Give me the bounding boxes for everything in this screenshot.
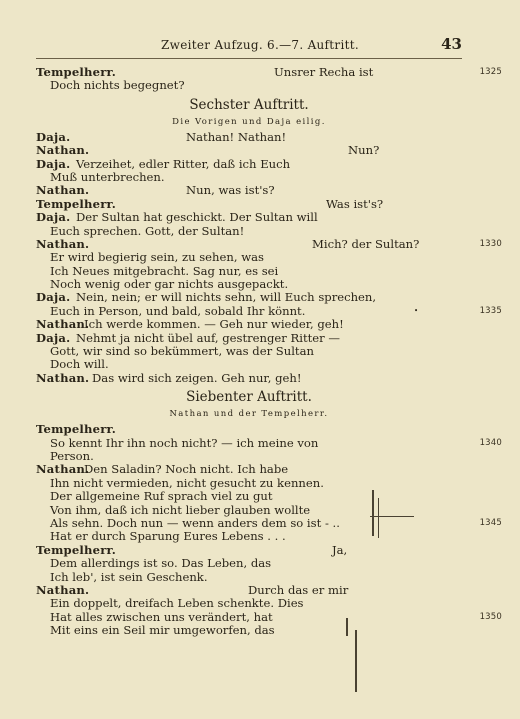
verse-line	[36, 211, 462, 224]
verse-text: Nathan! Nathan!	[186, 129, 287, 144]
speaker-name: Nathan.	[36, 236, 90, 251]
speaker-name: Nathan.	[36, 462, 90, 477]
scene-heading: Siebenter Auftritt.	[186, 389, 312, 406]
speaker-name: Tempelherr.	[36, 542, 117, 557]
verse-text: Gott, wir sind so bekümmert, was der Sultan	[50, 344, 314, 359]
verse-line	[36, 609, 502, 624]
margin-mark	[355, 630, 357, 692]
verse-line	[36, 65, 502, 79]
margin-mark	[378, 498, 379, 538]
verse-text: So kennt Ihr ihn noch nicht? — ich meine von	[50, 435, 319, 450]
verse-line	[36, 225, 462, 238]
verse-line	[36, 463, 462, 476]
line-number: 1345	[479, 517, 502, 528]
verse-line	[36, 423, 462, 436]
verse-line	[36, 557, 462, 570]
running-title: Zweiter Aufzug. 6.—7. Auftritt.	[161, 38, 359, 52]
verse-text: Den Saladin? Noch nicht. Ich habe	[84, 462, 289, 477]
verse-text: Ich werde kommen. — Geh nur wieder, geh!	[84, 317, 344, 332]
verse-line	[36, 624, 462, 637]
stage-direction: Die Vorigen und Daja eilig.	[172, 116, 326, 127]
line-number: 1335	[479, 305, 502, 316]
margin-mark	[372, 490, 374, 536]
verse-line	[36, 571, 462, 584]
verse-text: Er wird begierig sein, zu sehen, was	[50, 250, 264, 265]
speaker-name: Daja.	[36, 330, 71, 345]
verse-text: Doch will.	[50, 357, 109, 372]
verse-line	[36, 144, 462, 157]
verse-line	[36, 490, 462, 503]
verse-text: Verzeihet, edler Ritter, daß ich Euch	[76, 156, 291, 171]
verse-line	[36, 318, 462, 331]
verse-text: Euch sprechen. Gott, der Sultan!	[50, 223, 245, 238]
verse-text: Hat alles zwischen uns verändert, hat	[50, 609, 273, 624]
verse-line	[36, 372, 462, 385]
speaker-name: Nathan.	[36, 143, 90, 158]
speaker-name: Daja.	[36, 156, 71, 171]
verse-line	[36, 158, 462, 171]
verse-text: Ich leb', ist sein Geschenk.	[50, 569, 208, 584]
verse-text: Nein, nein; er will nichts sehn, will Euch sprechen,	[76, 290, 377, 305]
stage-direction: Nathan und der Tempelherr.	[169, 409, 329, 420]
verse-text: Nun, was ist's?	[186, 183, 275, 198]
verse-text: Ja,	[332, 542, 348, 557]
verse-text: Ein doppelt, dreifach Leben schenkte. Dies	[50, 596, 304, 611]
verse-line	[36, 265, 462, 278]
verse-line	[36, 278, 462, 291]
verse-line	[36, 515, 502, 530]
verse-text: Person.	[50, 448, 94, 463]
verse-line	[36, 303, 502, 318]
verse-text: Was ist's?	[326, 196, 384, 211]
verse-text: Nehmt ja nicht übel auf, gestrenger Ritter —	[76, 330, 340, 345]
verse-text: Von ihm, daß ich nicht lieber glauben wollte	[50, 502, 311, 517]
verse-text: Dem allerdings ist so. Das Leben, das	[50, 556, 272, 571]
verse-text: Noch wenig oder gar nichts ausgepackt.	[50, 277, 289, 292]
header-rule	[36, 58, 462, 59]
verse-text: Der allgemeine Ruf sprach viel zu gut	[50, 489, 273, 504]
verse-text: Ich Neues mitgebracht. Sag nur, es sei	[50, 263, 279, 278]
verse-text: Doch nichts begegnet?	[50, 78, 185, 93]
verse-text: Unsrer Recha ist	[274, 65, 374, 79]
verse-text: Ihn nicht vermieden, nicht gesucht zu kennen.	[50, 475, 324, 490]
verse-text: Muß unterbrechen.	[50, 169, 165, 184]
verse-line	[36, 450, 462, 463]
verse-text: Durch das er mir	[248, 582, 349, 597]
line-number: 1330	[479, 238, 502, 249]
verse-line	[36, 291, 462, 304]
verse-line	[36, 584, 462, 597]
verse-text: Hat er durch Sparung Eures Lebens . . .	[50, 529, 286, 544]
verse-line	[36, 131, 462, 144]
verse-line	[36, 544, 462, 557]
margin-mark	[370, 516, 414, 517]
verse-line	[36, 504, 462, 517]
verse-line	[36, 435, 502, 450]
verse-line	[36, 236, 502, 251]
verse-line	[36, 79, 462, 92]
verse-text: Mit eins ein Seil mir umgeworfen, das	[50, 623, 275, 638]
verse-line	[36, 530, 462, 543]
speaker-name: Nathan.	[36, 582, 90, 597]
verse-text: Als sehn. Doch nun — wenn anders dem so ist - ..	[50, 515, 340, 530]
verse-line	[36, 477, 462, 490]
speaker-name: Nathan.	[36, 370, 90, 385]
verse-line	[36, 198, 462, 211]
speaker-name: Daja.	[36, 290, 71, 305]
line-number: 1325	[479, 67, 502, 77]
verse-line	[36, 251, 462, 264]
page-number: 43	[441, 35, 462, 53]
verse-text: Der Sultan hat geschickt. Der Sultan will	[76, 210, 318, 225]
speaker-name: Nathan.	[36, 183, 90, 198]
speaker-name: Tempelherr.	[36, 422, 117, 437]
scene-heading: Sechster Auftritt.	[189, 96, 309, 113]
verse-line	[36, 358, 462, 371]
line-number: 1340	[479, 437, 502, 448]
speaker-name: Nathan.	[36, 317, 90, 332]
verse-line	[36, 171, 462, 184]
verse-text: Das wird sich zeigen. Geh nur, geh!	[92, 370, 302, 385]
verse-line	[36, 597, 462, 610]
margin-dot: •	[414, 306, 419, 315]
verse-text: Nun?	[348, 143, 380, 158]
speaker-name: Daja.	[36, 210, 71, 225]
speaker-name: Daja.	[36, 129, 71, 144]
speaker-name: Tempelherr.	[36, 65, 117, 79]
verse-line	[36, 345, 462, 358]
line-number: 1350	[479, 611, 502, 622]
verse-text: Mich? der Sultan?	[312, 236, 420, 251]
speaker-name: Tempelherr.	[36, 196, 117, 211]
page-body	[36, 65, 502, 638]
verse-text: Euch in Person, und bald, sobald Ihr könnt.	[50, 303, 306, 318]
margin-mark	[346, 618, 348, 636]
verse-line	[36, 184, 462, 197]
verse-line	[36, 332, 462, 345]
running-header	[0, 35, 520, 58]
